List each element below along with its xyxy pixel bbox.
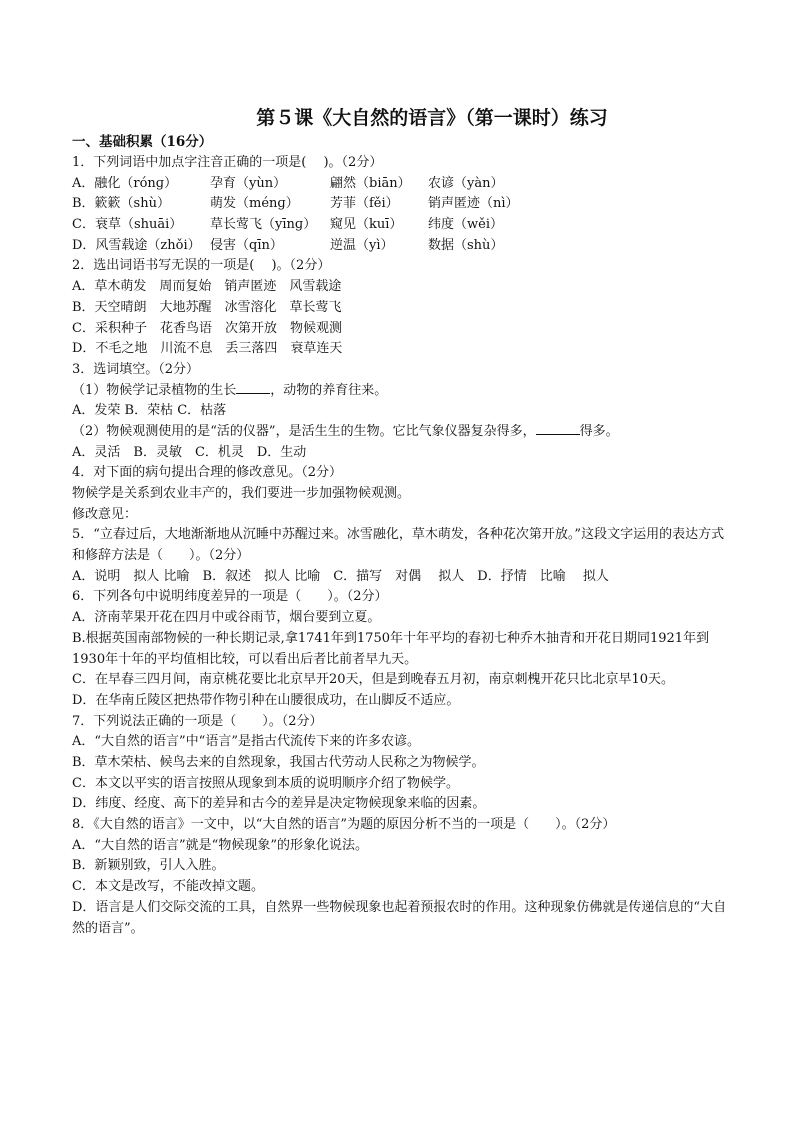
option-cell: 翩然（biān） — [330, 175, 411, 191]
option-cell: 数据（shù） — [428, 237, 504, 253]
fill-blank — [536, 422, 580, 435]
sub2-text: （2）物候观测使用的是“活的仪器”，是活生生的生物。它比气象仪器复杂得多， — [72, 423, 536, 439]
page-title: 第５课《大自然的语言》（第一课时）练习 — [256, 107, 608, 129]
question-1-stem: 1．下列词语中加点字注音正确的一项是( )。（2分） — [72, 155, 383, 170]
question-7-stem: 7．下列说法正确的一项是（ ）。（2分） — [72, 713, 323, 729]
option-cell: 农谚（yàn） — [428, 175, 504, 191]
question-2-option: B．天空晴朗 大地苏醒 冰雪溶化 草长莺飞 — [72, 299, 342, 315]
option-cell: 芳菲（fěi） — [330, 196, 399, 212]
question-3-sub1-options: A．发荣 B．荣枯 C．枯落 — [72, 403, 227, 419]
question-3-sub2-options: A．灵活 B．灵敏 C．机灵 D．生动 — [72, 444, 307, 460]
option-cell: B．簌簌（shù） — [72, 196, 170, 212]
question-8-option: D．语言是人们交际交流的工具，自然界一些物候现象也起着预报农时的作用。这种现象仿佛就是传递信息的“大自然的语言”。 — [72, 899, 727, 936]
question-5-options: A．说明 拟人 比喻 B．叙述 拟人 比喻 C．描写 对偶 拟人 D．抒情 比喻 拟人 — [72, 568, 609, 584]
question-7-option: A．“大自然的语言”中“语言”是指古代流传下来的许多农谚。 — [72, 734, 420, 750]
question-7-option: C．本文以平实的语言按照从现象到本质的说明顺序介绍了物候学。 — [72, 775, 459, 791]
question-3-sub2 — [72, 422, 732, 443]
option-cell: A．融化（rónɡ） — [72, 175, 178, 191]
option-cell: 孕育（yùn） — [210, 175, 287, 191]
question-6-option: B.根据英国南部物候的一种长期记录,拿1741年到1750年十年平均的春初七种乔木抽青和开花日期同1921年到1930年十年的平均值相比较，可以看出后者比前者早九天。 — [72, 630, 710, 667]
option-cell: 侵害（qīn） — [210, 237, 283, 253]
question-6-option: A．济南苹果开花在四月中或谷雨节，烟台要到立夏。 — [72, 610, 381, 626]
question-4-answer-label: 修改意见： — [72, 506, 138, 522]
question-1-option-row — [72, 215, 732, 236]
sub1-text: （1）物候学记录植物的生长 — [72, 382, 237, 398]
option-cell: 草长莺飞（yīnɡ） — [210, 217, 317, 233]
question-3-sub1 — [72, 381, 732, 402]
option-cell: 销声匿迹（nì） — [428, 196, 519, 212]
question-2-option: A．草木萌发 周而复始 销声匿迹 风雪载途 — [72, 279, 342, 295]
question-1-option-row — [72, 236, 732, 257]
question-8-option: C．本文是改写，不能改掉文题。 — [72, 879, 264, 895]
question-2-stem: 2．选出词语书写无误的一项是( )。（2分） — [72, 258, 331, 274]
question-8-option: B．新颖别致，引人入胜。 — [72, 858, 225, 874]
question-3-stem: 3．选词填空。（2分） — [72, 361, 200, 377]
question-8-option: A．“大自然的语言”就是“物候现象”的形象化说法。 — [72, 837, 368, 853]
question-8-stem: 8．《大自然的语言》一文中，以“大自然的语言”为题的原因分析不当的一项是（ ）。（2分） — [72, 817, 616, 833]
question-6-option: D．在华南丘陵区把热带作物引种在山腰很成功，在山脚反不适应。 — [72, 692, 460, 708]
question-4-sentence: 物候学是关系到农业丰产的，我们要进一步加强物候观测。 — [72, 486, 411, 501]
section-heading: 一、基础积累（16分） — [72, 134, 213, 150]
option-cell: D．风雪载途（zhǒi） — [72, 237, 201, 253]
question-6-stem: 6．下列各句中说明纬度差异的一项是（ ）。（2分） — [72, 589, 388, 605]
option-cell: 纬度（wěi） — [428, 217, 503, 233]
option-cell: 逆温（yì） — [330, 237, 394, 253]
worksheet-page — [72, 104, 732, 939]
sub2-text-end: 得多。 — [579, 423, 619, 439]
question-2-option: D．不毛之地 川流不息 丢三落四 衰草连天 — [72, 341, 343, 357]
sub1-text-end: ，动物的养育往来。 — [270, 382, 388, 398]
option-cell: C．衰草（shuāi） — [72, 217, 183, 233]
question-1-option-row — [72, 194, 732, 215]
option-cell: 萌发（ménɡ） — [210, 196, 299, 212]
fill-blank — [236, 381, 270, 394]
question-1-option-row — [72, 174, 732, 195]
question-2-option: C．采积种子 花香鸟语 次第开放 物候观测 — [72, 320, 342, 336]
question-6-option: C．在早春三四月间，南京桃花要比北京早开20天，但是到晚春五月初，南京刺槐开花只比北京早10天。 — [72, 672, 675, 688]
question-4-stem: 4．对下面的病句提出合理的修改意见。（2分） — [72, 465, 343, 481]
question-7-option: D．纬度、经度、高下的差异和古今的差异是决定物候现象来临的因素。 — [72, 796, 486, 812]
option-cell: 窥见（kuī） — [330, 217, 403, 233]
question-7-option: B．草木荣枯、候鸟去来的自然现象，我国古代劳动人民称之为物候学。 — [72, 755, 485, 770]
question-5-stem: 5．“立春过后，大地渐渐地从沉睡中苏醒过来。冰雪融化，草木萌发，各种花次第开放。”这段文字运用的表达方式和修辞方法是（ ）。（2分） — [72, 527, 725, 564]
